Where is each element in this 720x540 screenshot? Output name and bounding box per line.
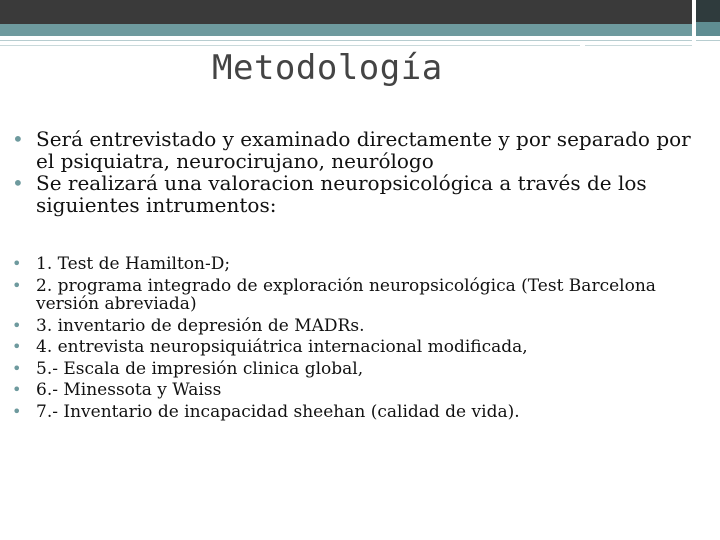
header-rule-tail [585,45,692,46]
instrument-text: 4. entrevista neuropsiquiátrica internacional modificada, [36,337,528,357]
corner-rule [696,40,720,41]
bullet-icon: • [12,401,22,421]
instrument-item [12,403,692,422]
instrument-text: 6.- Minessota y Waiss [36,380,222,400]
instrument-text: 1. Test de Hamilton-D; [36,254,231,274]
main-bullet-list [12,128,692,216]
instrument-item [12,255,692,274]
bullet-item [12,128,692,172]
bullet-icon: • [12,254,22,273]
bullet-icon: • [12,315,22,335]
bullet-item [12,172,692,216]
top-accent-bar [0,24,692,36]
bullet-text: Será entrevistado y examinado directamente y por separado por el psiquiatra, neurocirujano, neurólogo [36,127,691,173]
instrument-item [12,338,692,357]
instrument-text: 3. inventario de depresión de MADRs. [36,315,365,336]
header-rule [0,40,692,41]
bullet-icon: • [12,380,22,399]
top-decor-bar [0,0,692,24]
instrument-text: 7.- Inventario de incapacidad sheehan (calidad de vida). [36,401,520,422]
instruments-bullet-list [12,255,692,424]
instrument-item [12,360,692,379]
bullet-icon: • [12,171,24,195]
instrument-item [12,317,692,336]
instrument-item [12,277,692,314]
bullet-text: Se realizará una valoracion neuropsicológica a través de los siguientes intrumentos: [36,171,647,217]
bullet-icon: • [12,337,22,356]
instrument-text: 2. programa integrado de exploración neuropsicológica (Test Barcelona versión abreviada) [36,275,656,314]
header-rule-secondary [0,45,580,46]
instrument-item [12,381,692,400]
corner-dark-block [696,0,720,22]
instrument-text: 5.- Escala de impresión clinica global, [36,358,364,379]
bullet-icon: • [12,275,22,295]
bullet-icon: • [12,358,22,378]
bullet-icon: • [12,127,24,151]
slide-title: Metodología [212,48,443,88]
